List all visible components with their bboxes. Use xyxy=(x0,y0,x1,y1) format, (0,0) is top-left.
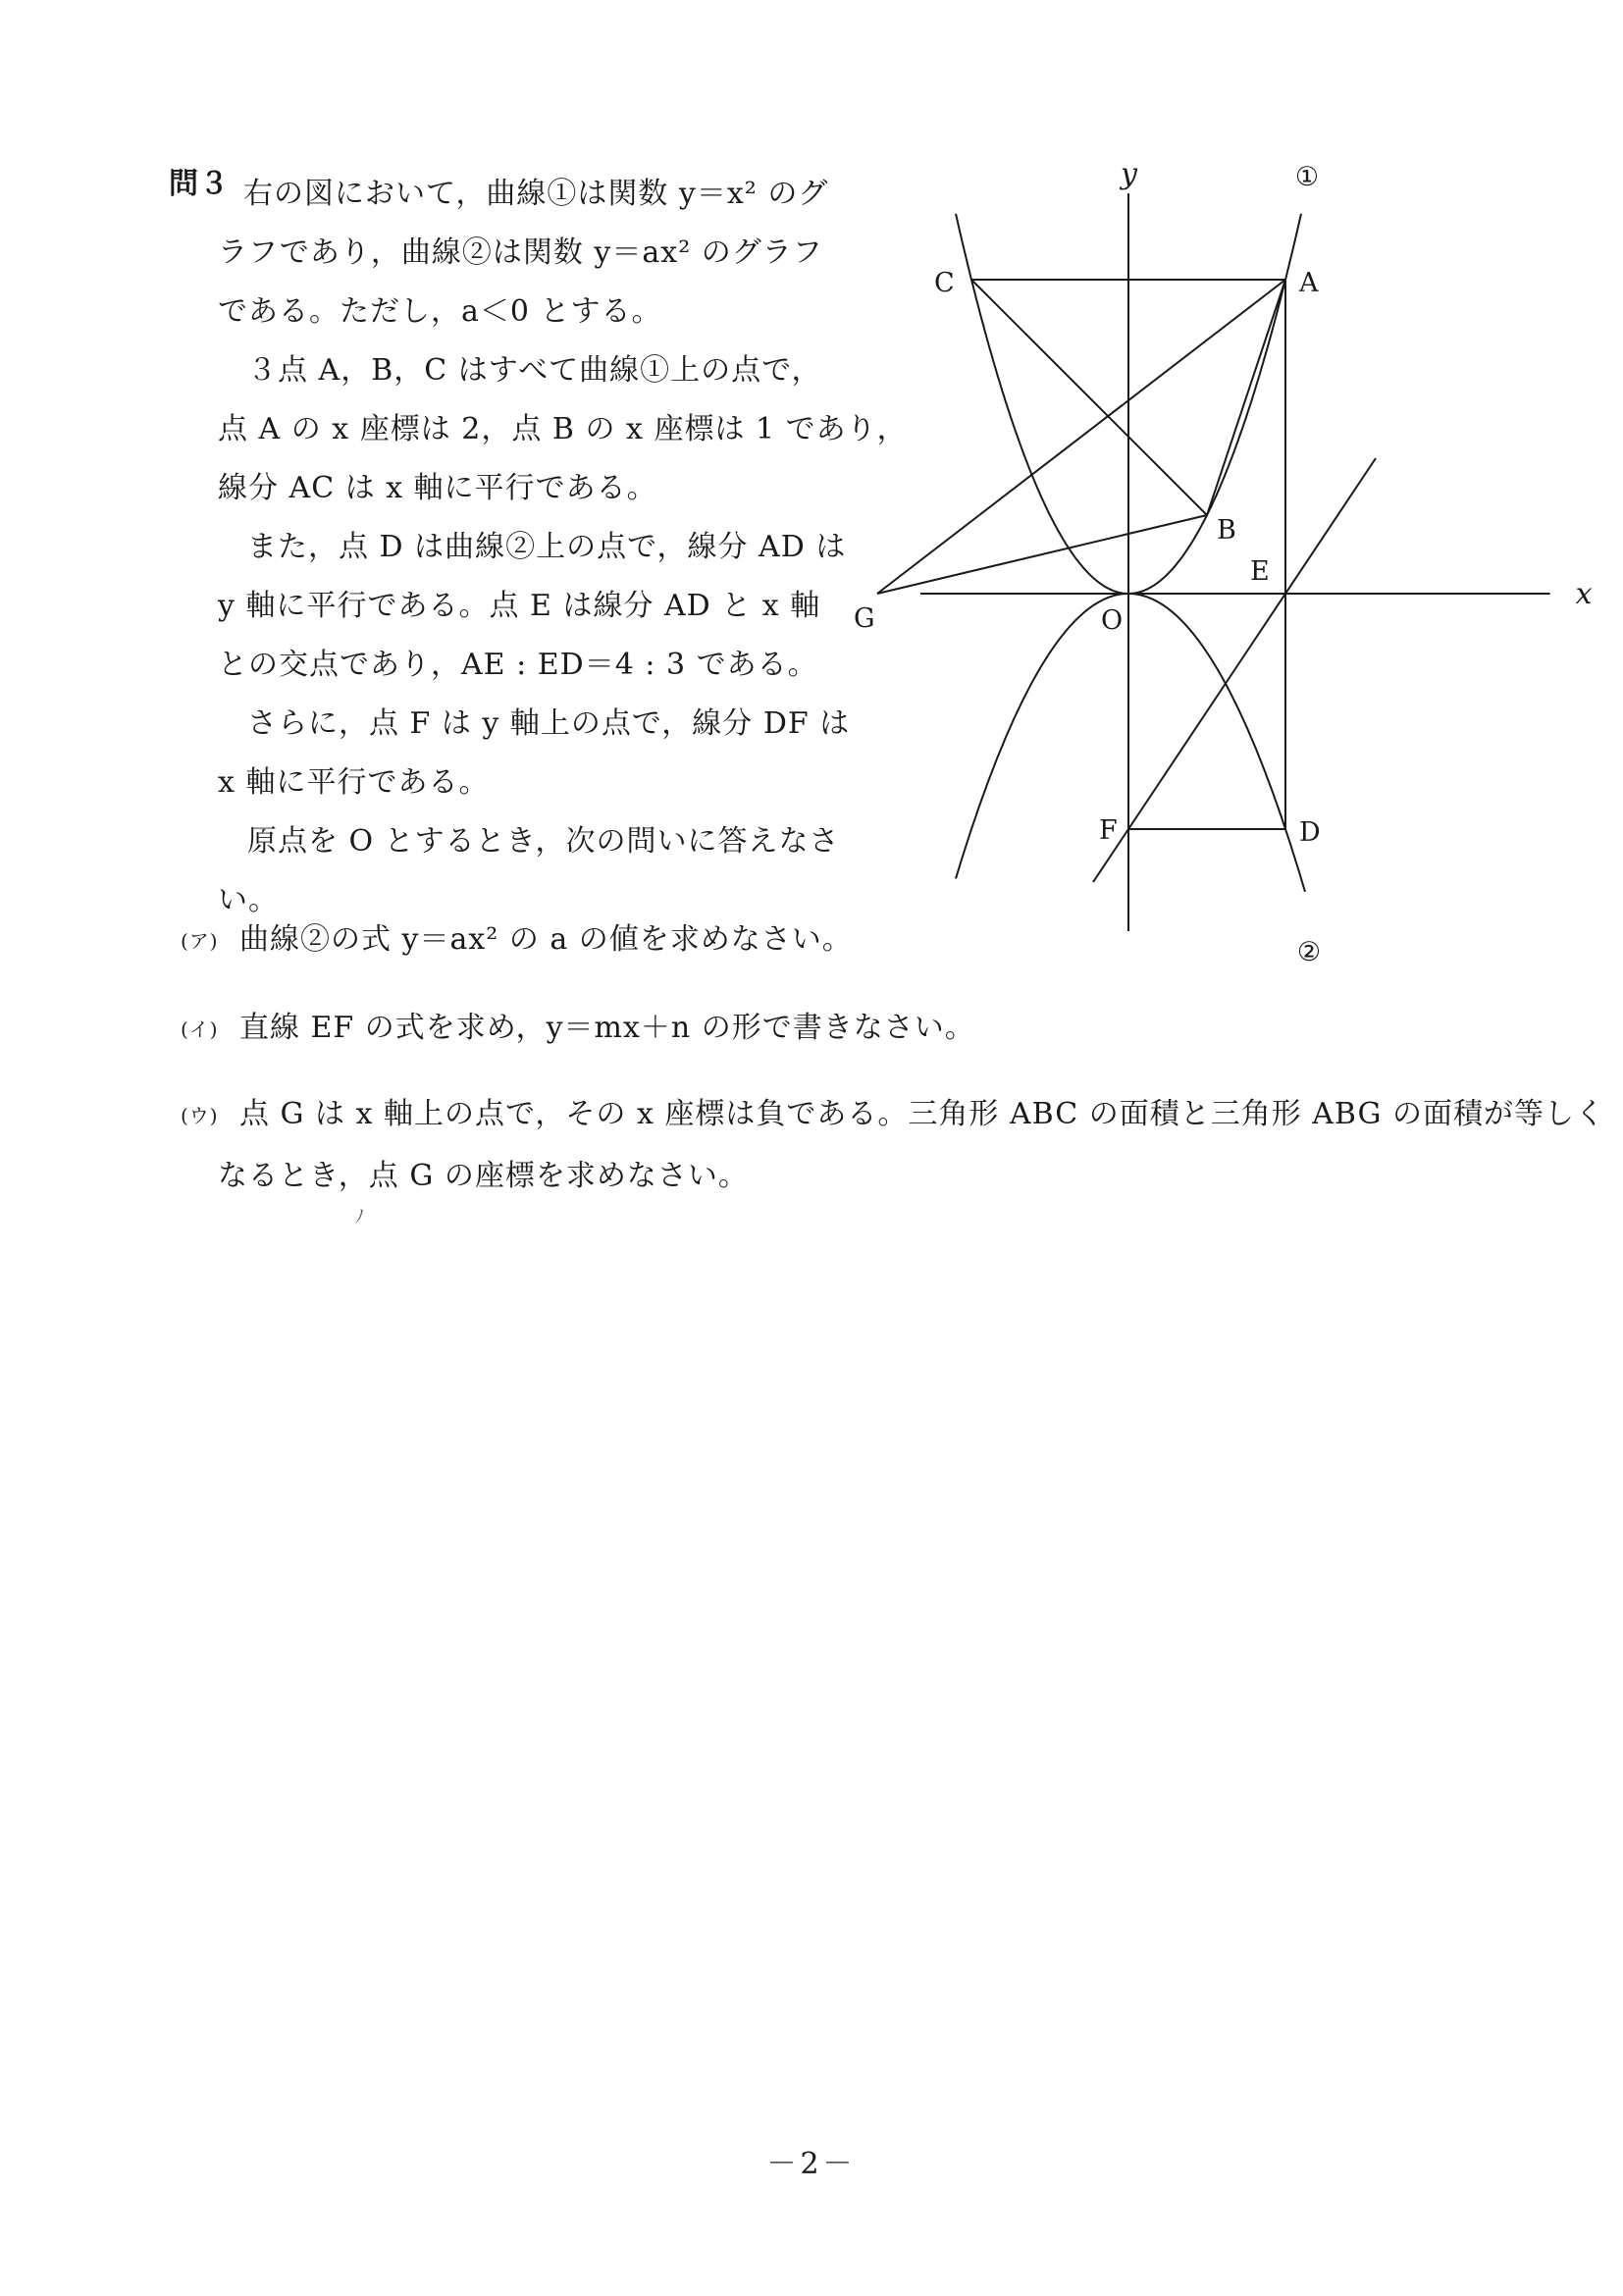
question-a xyxy=(181,920,853,961)
question-c xyxy=(181,1095,1605,1196)
intro-line: y 軸に平行である。点 E は線分 AD と x 軸 xyxy=(218,589,821,623)
point-d-label: D xyxy=(1299,817,1321,848)
segment-ga xyxy=(877,280,1285,594)
curve-2-parabola xyxy=(956,594,1305,892)
segment-ab xyxy=(1207,280,1285,515)
point-c-label: C xyxy=(934,268,955,298)
question-c-label: (ウ) xyxy=(181,1104,219,1127)
intro-line: との交点であり，AE : ED＝4 : 3 である。 xyxy=(218,648,818,682)
y-axis-label: y xyxy=(1121,157,1137,191)
point-g-label: G xyxy=(854,603,875,634)
question-b-text: 直線 EF の式を求め，y＝mx＋n の形で書きなさい。 xyxy=(239,1011,975,1045)
point-b-label: B xyxy=(1217,515,1236,546)
intro-line: ３点 A，B，C はすべて曲線①上の点で， xyxy=(247,353,822,388)
intro-line: また，点 D は曲線②上の点で，線分 AD は xyxy=(247,530,847,564)
intro-line: 原点を O とするとき，次の問いに答えなさ xyxy=(247,824,840,859)
intro-line: さらに，点 F は y 軸上の点で，線分 DF は xyxy=(247,706,851,741)
x-axis-label: x xyxy=(1575,577,1593,611)
point-f-label: F xyxy=(1099,815,1118,846)
intro-line: ラフであり，曲線②は関数 y＝ax² のグラフ xyxy=(218,235,823,270)
question-number: 問３ xyxy=(169,167,230,201)
point-a-label: A xyxy=(1299,268,1319,298)
question-b xyxy=(181,1009,975,1049)
curve-2-label: ② xyxy=(1296,937,1322,967)
question-b-label: (イ) xyxy=(181,1018,219,1041)
intro-line: x 軸に平行である。 xyxy=(218,765,490,800)
question-c-text: 点 G は x 軸上の点で，その x 座標は負である。三角形 ABC の面積と三角形 ABG の面積が等しく xyxy=(239,1097,1606,1131)
stray-pen-mark: ﾉ xyxy=(355,1207,364,1227)
intro-line: い。 xyxy=(218,883,279,917)
intro-line: 右の図において，曲線①は関数 y＝x² のグ xyxy=(243,177,829,211)
segment-cb xyxy=(971,280,1207,515)
intro-line: 点 A の x 座標は 2，点 B の x 座標は 1 であり， xyxy=(218,412,908,446)
curve-1-label: ① xyxy=(1294,162,1320,192)
intro-line: である。ただし，a＜0 とする。 xyxy=(218,294,662,329)
intro-line: 線分 AC は x 軸に平行である。 xyxy=(218,471,657,505)
question-a-text: 曲線②の式 y＝ax² の a の値を求めなさい。 xyxy=(239,922,853,957)
origin-label: O xyxy=(1101,605,1124,636)
point-e-label: E xyxy=(1250,556,1270,587)
question-c-continuation: なるとき，点 G の座標を求めなさい。 xyxy=(218,1159,749,1193)
question-a-label: (ア) xyxy=(181,929,219,953)
page-number: －2－ xyxy=(766,2147,857,2181)
